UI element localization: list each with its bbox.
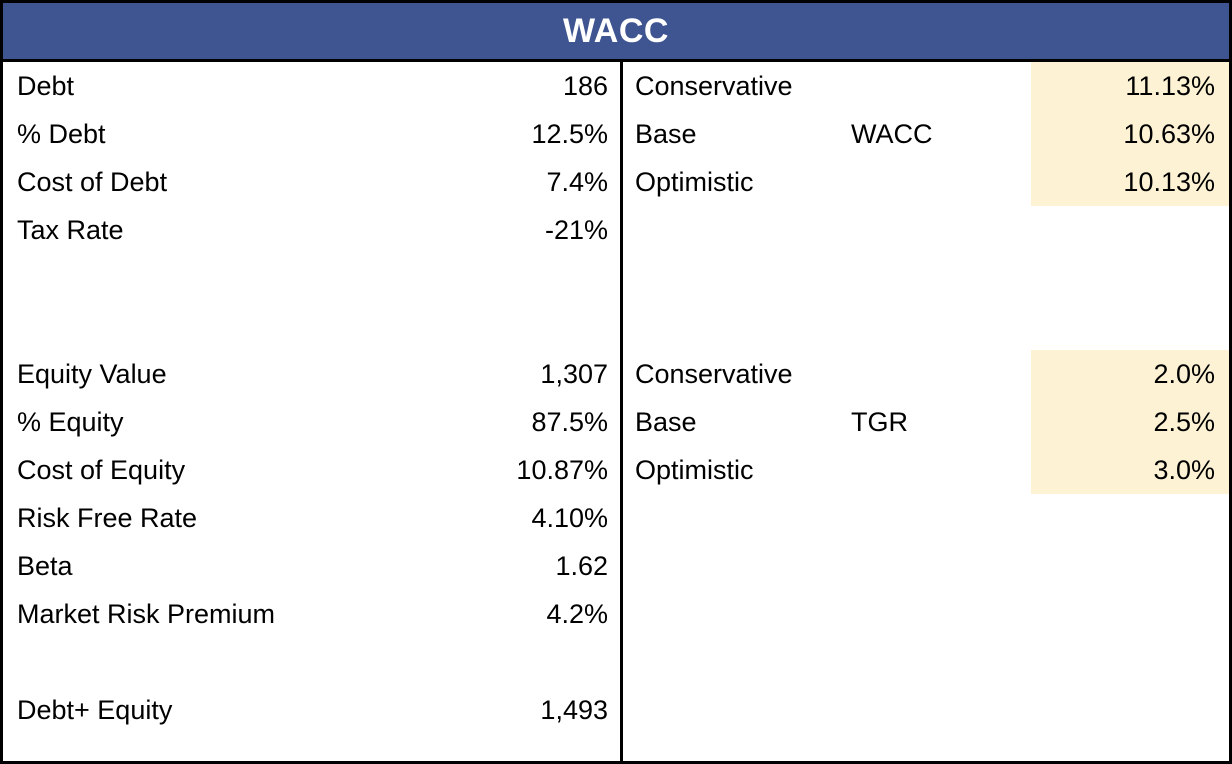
table-row [3,62,620,110]
table-row [3,494,620,542]
scenario-gap [623,206,1229,350]
row-value: 1,307 [540,358,608,389]
wacc-scenario-row [623,158,1229,206]
tgr-scenario-row [623,446,1229,494]
scenario-value: 11.13% [1031,62,1229,110]
scenario-label: Optimistic [635,454,754,485]
wacc-scenario-row [623,110,1229,158]
table-row [3,158,620,206]
row-label: Tax Rate [17,214,124,245]
row-value: 12.5% [531,118,608,149]
table-row [3,446,620,494]
table-row [3,686,620,734]
table-row-empty [3,302,620,350]
scenario-value: 10.13% [1031,158,1229,206]
table-row [3,542,620,590]
row-label: Debt [17,70,75,101]
row-value: 87.5% [531,406,608,437]
scenario-group-label: TGR [851,406,908,437]
row-label: Cost of Debt [17,166,168,197]
row-value: 10.87% [516,454,608,485]
table-row [3,398,620,446]
row-label: Risk Free Rate [17,502,198,533]
scenario-value: 2.5% [1031,398,1229,446]
row-label: Market Risk Premium [17,598,276,629]
table-row [3,350,620,398]
worksheet-body [3,62,1229,764]
row-label: Cost of Equity [17,454,186,485]
tgr-scenario-row [623,350,1229,398]
wacc-scenario-row [623,62,1229,110]
table-row-empty [3,254,620,302]
row-value: 7.4% [546,166,608,197]
page-title: WACC [3,3,1229,62]
assumptions-column [3,62,623,764]
scenario-label: Base [635,406,697,437]
scenario-label: Conservative [635,358,793,389]
row-label: % Equity [17,406,124,437]
table-row [3,590,620,638]
scenario-group-label: WACC [851,118,933,149]
row-value: 4.10% [531,502,608,533]
scenario-value: 10.63% [1031,110,1229,158]
row-label: Debt+ Equity [17,694,173,725]
table-row [3,206,620,254]
scenario-label: Conservative [635,70,793,101]
scenario-value: 2.0% [1031,350,1229,398]
table-row-empty [3,638,620,686]
row-value: 186 [562,70,608,101]
scenario-column [623,62,1229,764]
scenario-label: Optimistic [635,166,754,197]
row-value: 1,493 [540,694,608,725]
table-row [3,110,620,158]
row-value: 1.62 [555,550,608,581]
row-label: Beta [17,550,73,581]
scenario-label: Base [635,118,697,149]
row-label: Equity Value [17,358,167,389]
row-value: -21% [544,214,608,245]
row-label: % Debt [17,118,106,149]
row-value: 4.2% [546,598,608,629]
scenario-value: 3.0% [1031,446,1229,494]
tgr-scenario-row [623,398,1229,446]
